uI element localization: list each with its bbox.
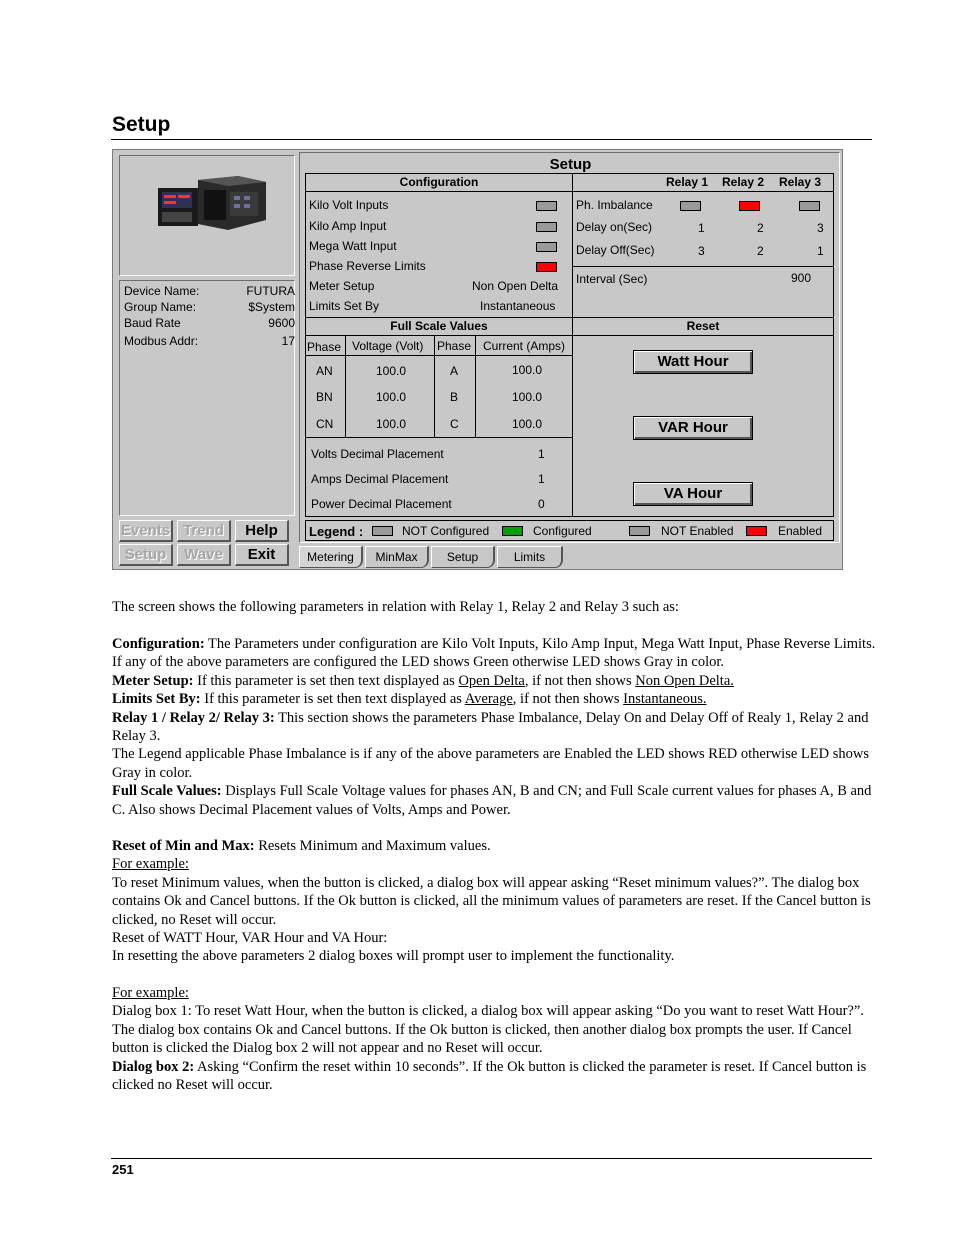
group-name-value: $System bbox=[248, 300, 295, 314]
not-enabled-label: NOT Enabled bbox=[661, 524, 734, 538]
power-decimal-label: Power Decimal Placement bbox=[311, 497, 452, 511]
relay-3-imbalance-led bbox=[799, 201, 820, 211]
power-decimal-value: 0 bbox=[538, 497, 545, 511]
cphase-c: C bbox=[450, 417, 459, 431]
col-phase-header: Phase bbox=[307, 340, 342, 354]
setup-screenshot bbox=[112, 149, 843, 570]
ph-imbalance-label: Ph. Imbalance bbox=[576, 198, 653, 212]
device-name-row bbox=[123, 284, 297, 300]
tab-metering[interactable]: Metering bbox=[299, 546, 363, 568]
legend-label: Legend : bbox=[309, 524, 364, 539]
relay-2-delay-off: 2 bbox=[757, 244, 764, 258]
mega-watt-label: Mega Watt Input bbox=[309, 239, 397, 253]
baud-rate-row bbox=[123, 316, 297, 332]
relay-1-imbalance-led bbox=[680, 201, 701, 211]
relay-2-header: Relay 2 bbox=[722, 175, 765, 189]
full-scale-term: Full Scale Values: bbox=[112, 783, 222, 800]
dialog-1-text: Dialog box 1: To reset Watt Hour, when the button is clicked, a dialog box will appear asking “Do you want to reset Watt Hour?”. The dialog box contains Ok and Cancel buttons. If the Ok button is clicked, then another dialog box prompts the user. If Cancel button is clicked the Dialog box 2 will not appear and no Reset will occur. bbox=[112, 1003, 864, 1057]
relay-3-header: Relay 3 bbox=[779, 175, 822, 189]
col-current-header: Current (Amps) bbox=[483, 339, 566, 353]
device-image-frame bbox=[119, 155, 295, 276]
relay-description: Relay 1 / Relay 2/ Relay 3: This section shows the parameters Phase Imbalance, Delay On and Delay Off of Realy 1, Relay 2 and Relay 3. bbox=[112, 709, 869, 745]
col-voltage-header: Voltage (Volt) bbox=[352, 339, 424, 353]
not-enabled-led bbox=[629, 526, 650, 536]
reset-min-max-term: Reset of Min and Max: bbox=[112, 838, 255, 854]
kilo-amp-label: Kilo Amp Input bbox=[309, 219, 387, 233]
kilo-volt-label: Kilo Volt Inputs bbox=[309, 198, 389, 212]
mega-watt-led bbox=[536, 242, 557, 252]
tab-limits[interactable]: Limits bbox=[497, 546, 563, 568]
trend-button[interactable]: Trend bbox=[177, 520, 231, 542]
watt-hour-button[interactable]: Watt Hour bbox=[633, 350, 753, 374]
enabled-label: Enabled bbox=[778, 524, 823, 538]
vphase-bn: BN bbox=[316, 390, 333, 404]
interval-value: 900 bbox=[791, 271, 812, 285]
for-example-heading-2: For example: bbox=[112, 985, 189, 1001]
delay-off-label: Delay Off(Sec) bbox=[576, 243, 655, 257]
reset-block bbox=[112, 837, 877, 966]
not-configured-led bbox=[372, 526, 393, 536]
cphase-a: A bbox=[450, 364, 459, 378]
device-info bbox=[119, 280, 295, 516]
full-scale-header: Full Scale Values bbox=[390, 319, 488, 333]
group-name-row bbox=[123, 300, 297, 316]
intro-paragraph: The screen shows the following parameters in relation with Relay 1, Relay 2 and Relay 3 such as: bbox=[112, 599, 679, 615]
relay-3-delay-on: 3 bbox=[817, 221, 824, 235]
window-title: Setup bbox=[549, 156, 592, 173]
amps-decimal-value: 1 bbox=[538, 472, 545, 486]
enabled-led bbox=[746, 526, 767, 536]
delay-on-label: Delay on(Sec) bbox=[576, 220, 653, 234]
wave-button[interactable]: Wave bbox=[177, 544, 231, 566]
voltage-bn: 100.0 bbox=[376, 390, 407, 404]
amps-decimal-label: Amps Decimal Placement bbox=[311, 472, 449, 486]
setup-nav-button[interactable]: Setup bbox=[119, 544, 173, 566]
full-scale-box bbox=[305, 317, 573, 517]
relay-2-delay-on: 2 bbox=[757, 221, 764, 235]
meter-setup-value: Non Open Delta bbox=[472, 279, 559, 293]
relay-1-delay-off: 3 bbox=[698, 244, 705, 258]
interval-label: Interval (Sec) bbox=[576, 272, 648, 286]
baud-rate-value: 9600 bbox=[268, 316, 295, 330]
relay-2-imbalance-led bbox=[739, 201, 760, 211]
configuration-description: Configuration: The Parameters under configuration are Kilo Volt Inputs, Kilo Amp Input, Mega Watt Input, Phase Reverse Limits. If any of the above parameters are configured the LED shows Green otherwise LED shows Gray in color. bbox=[112, 636, 876, 671]
modbus-addr-value: 17 bbox=[281, 334, 295, 348]
volts-decimal-label: Volts Decimal Placement bbox=[311, 447, 444, 461]
current-c: 100.0 bbox=[512, 417, 543, 431]
vphase-cn: CN bbox=[316, 417, 334, 431]
configuration-box bbox=[305, 173, 573, 318]
device-panel bbox=[116, 152, 294, 516]
kilo-volt-led bbox=[536, 201, 557, 211]
reset-watt-text: In resetting the above parameters 2 dialog boxes will prompt user to implement the functionality. bbox=[112, 948, 675, 965]
section-title: Setup bbox=[112, 113, 171, 136]
current-a: 100.0 bbox=[512, 363, 543, 377]
dialog-2-term: Dialog box 2: bbox=[112, 1058, 195, 1075]
events-button[interactable]: Events bbox=[119, 520, 173, 542]
meter-setup-term: Meter Setup: bbox=[112, 672, 194, 689]
dialog-block bbox=[112, 984, 877, 1094]
setup-window bbox=[299, 152, 840, 543]
relay-3-delay-off: 1 bbox=[817, 244, 824, 258]
device-name-value: FUTURA bbox=[246, 284, 295, 298]
current-b: 100.0 bbox=[512, 390, 543, 404]
group-name-label: Group Name: bbox=[124, 300, 197, 314]
phase-reverse-label: Phase Reverse Limits bbox=[309, 259, 426, 273]
reset-watt-heading: Reset of WATT Hour, VAR Hour and VA Hour: bbox=[112, 930, 388, 947]
title-rule bbox=[111, 139, 872, 140]
configured-label: Configured bbox=[533, 524, 592, 538]
phase-reverse-led bbox=[536, 262, 557, 272]
limits-set-by-label: Limits Set By bbox=[309, 299, 380, 313]
voltage-an: 100.0 bbox=[376, 364, 407, 378]
volts-decimal-value: 1 bbox=[538, 447, 545, 461]
full-scale-description: Full Scale Values: Displays Full Scale Voltage values for phases AN, B and CN; and Full Scale current values for phases A, B and C. Also shows Decimal Placement values of Volts, Amps and Power. bbox=[112, 783, 872, 818]
device-name-label: Device Name: bbox=[124, 284, 200, 298]
footer-rule bbox=[111, 1158, 872, 1159]
relay-box bbox=[572, 173, 834, 318]
cphase-b: B bbox=[450, 390, 459, 404]
configuration-header: Configuration bbox=[399, 175, 479, 189]
col-phase2-header: Phase bbox=[437, 339, 472, 353]
help-button[interactable]: Help bbox=[235, 520, 289, 542]
reset-header: Reset bbox=[686, 319, 720, 333]
configured-led bbox=[502, 526, 523, 536]
modbus-addr-label: Modbus Addr: bbox=[124, 334, 199, 348]
reset-example-text: To reset Minimum values, when the button is clicked, a dialog box will appear asking “Reset minimum values?”. The dialog box contains Ok and Cancel buttons. If the Ok button is clicked, all the minimum values of parameters are reset. If the Cancel button is clicked, no Reset will occur. bbox=[112, 874, 871, 928]
meter-setup-label: Meter Setup bbox=[309, 279, 375, 293]
reset-box bbox=[572, 317, 834, 517]
page-number: 251 bbox=[112, 1162, 134, 1177]
modbus-addr-row bbox=[123, 334, 297, 350]
limits-term: Limits Set By: bbox=[112, 691, 201, 708]
dialog-2-description: Dialog box 2: Asking “Confirm the reset within 10 seconds”. If the Ok button is clicked the parameter is reset. If Cancel button is clicked no Reset will occur. bbox=[112, 1058, 867, 1094]
relay-1-delay-on: 1 bbox=[698, 221, 705, 235]
tab-minmax[interactable]: MinMax bbox=[365, 546, 429, 568]
for-example-heading: For example: bbox=[112, 856, 189, 873]
legend-description: The Legend applicable Phase Imbalance is if any of the above parameters are Enabled the LED shows RED otherwise LED shows Gray in color. bbox=[112, 746, 869, 781]
meter-device-icon bbox=[120, 156, 296, 277]
baud-rate-label: Baud Rate bbox=[124, 316, 181, 330]
vphase-an: AN bbox=[316, 364, 333, 378]
va-hour-button[interactable]: VA Hour bbox=[633, 482, 753, 506]
relay-1-header: Relay 1 bbox=[666, 175, 709, 189]
voltage-cn: 100.0 bbox=[376, 417, 407, 431]
kilo-amp-led bbox=[536, 222, 557, 232]
var-hour-button[interactable]: VAR Hour bbox=[633, 416, 753, 440]
not-configured-label: NOT Configured bbox=[402, 524, 490, 538]
tab-setup[interactable]: Setup bbox=[431, 546, 495, 568]
exit-button[interactable]: Exit bbox=[235, 544, 289, 566]
reset-min-max-description: Reset of Min and Max: Resets Minimum and Maximum values. bbox=[112, 838, 491, 854]
legend-bar bbox=[305, 520, 834, 541]
meter-setup-description: Meter Setup: If this parameter is set then text displayed as Open Delta, if not then shows Non Open Delta. bbox=[112, 672, 734, 689]
relay-term: Relay 1 / Relay 2/ Relay 3: bbox=[112, 709, 275, 726]
limits-description: Limits Set By: If this parameter is set then text displayed as Average, if not then shows Instantaneous. bbox=[112, 691, 707, 708]
limits-set-by-value: Instantaneous bbox=[480, 299, 556, 313]
description-block bbox=[112, 635, 877, 819]
configuration-term: Configuration: bbox=[112, 636, 205, 652]
